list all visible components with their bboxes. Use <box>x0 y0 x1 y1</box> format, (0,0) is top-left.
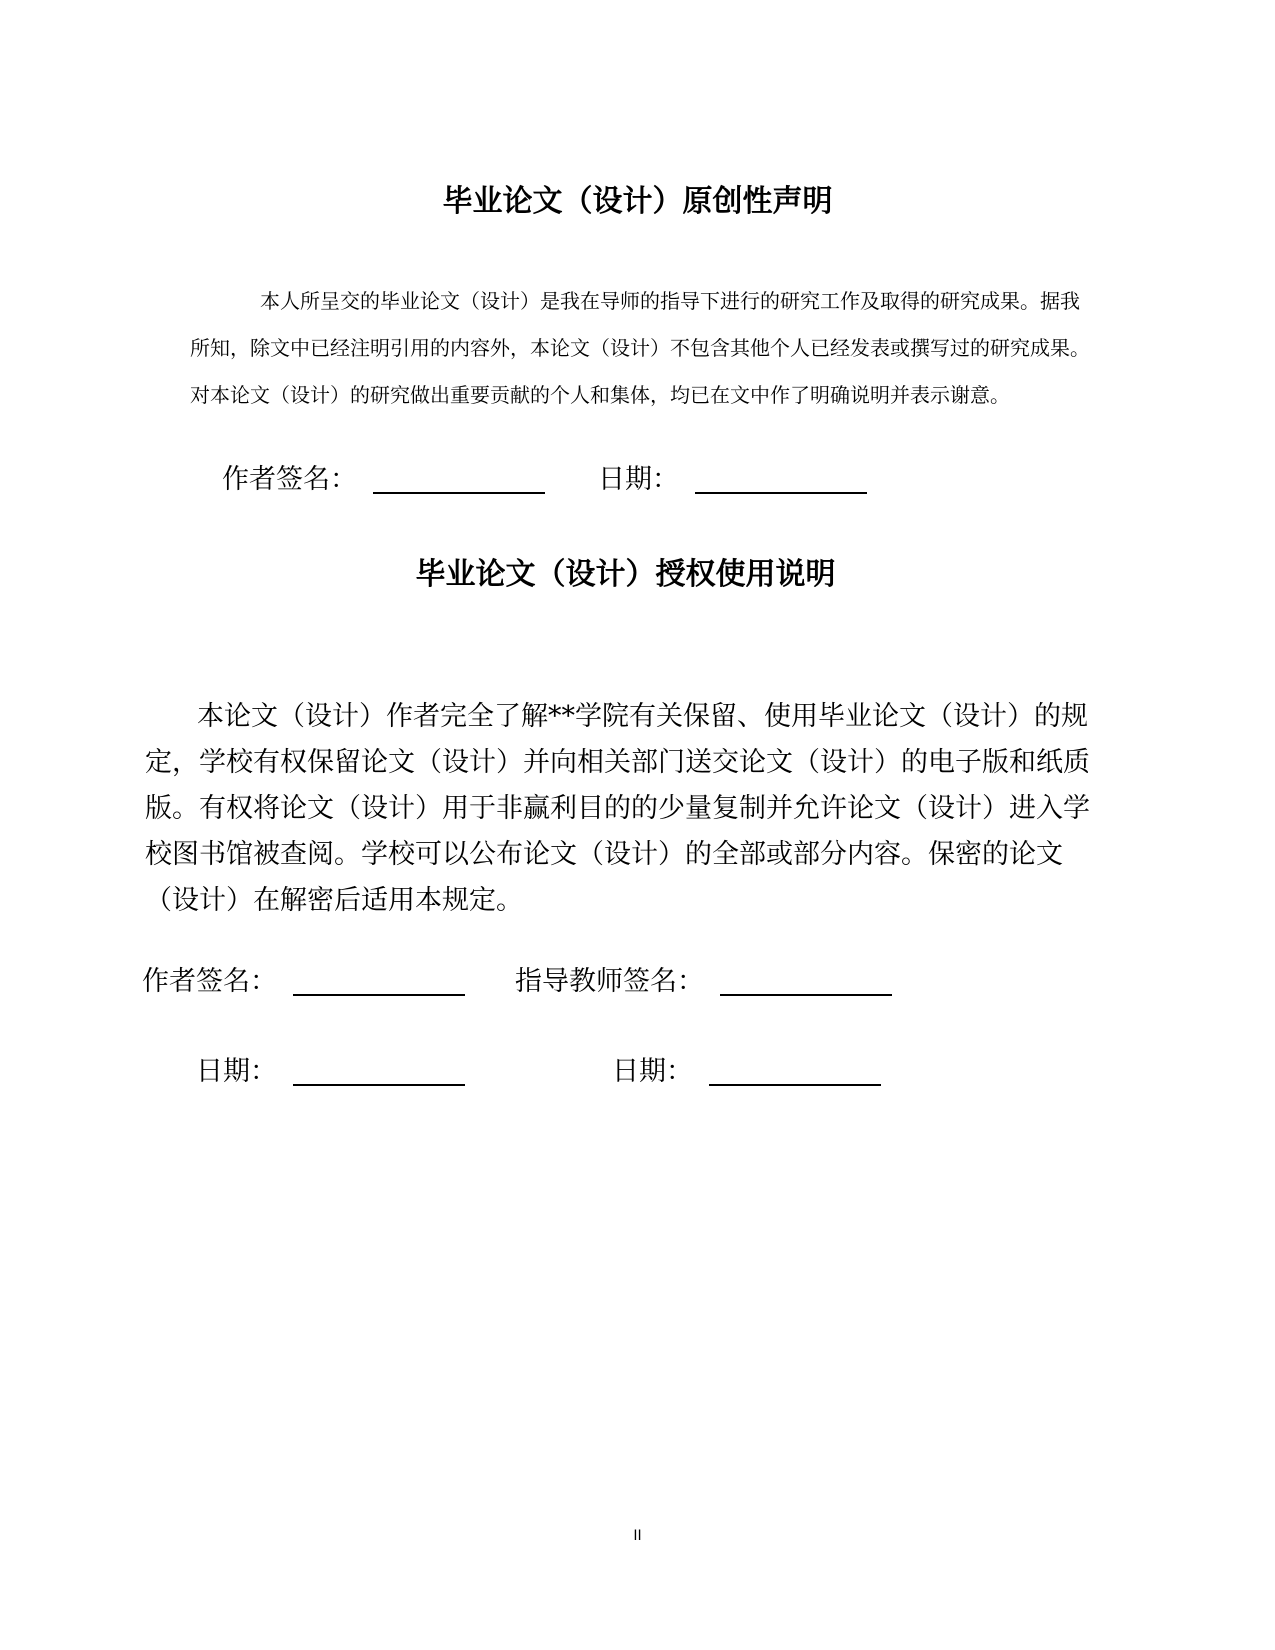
originality-statement <box>190 278 1140 419</box>
author-signature-label: 作者签名： <box>222 464 357 495</box>
date-line[interactable] <box>695 492 867 494</box>
advisor-signature-line[interactable] <box>720 994 892 996</box>
originality-title: 毕业论文（设计）原创性声明 <box>442 184 833 219</box>
originality-date <box>598 462 867 498</box>
authorization-line-2: 定，学校有权保留论文（设计）并向相关部门送交论文（设计）的电子版和纸质 <box>145 747 1090 778</box>
authorization-title: 毕业论文（设计）授权使用说明 <box>415 557 836 592</box>
authorization-advisor-signature <box>515 964 892 1000</box>
authorization-line-5: （设计）在解密后适用本规定。 <box>145 885 523 916</box>
originality-line-3: 对本论文（设计）的研究做出重要贡献的个人和集体，均已在文中作了明确说明并表示谢意。 <box>190 383 1010 407</box>
originality-author-signature <box>222 462 545 498</box>
advisor-signature-label: 指导教师签名： <box>515 966 704 997</box>
author-signature-label: 作者签名： <box>142 966 277 997</box>
authorization-line-3: 版。有权将论文（设计）用于非赢利目的的少量复制并允许论文（设计）进入学 <box>145 793 1090 824</box>
author-date-line[interactable] <box>293 1084 465 1086</box>
author-signature-line[interactable] <box>373 492 545 494</box>
authorization-statement <box>145 694 1140 924</box>
page-number: II <box>633 1528 642 1544</box>
originality-line-1: 本人所呈交的毕业论文（设计）是我在导师的指导下进行的研究工作及取得的研究成果。据我 <box>260 289 1080 313</box>
advisor-date-line[interactable] <box>709 1084 881 1086</box>
originality-line-2: 所知，除文中已经注明引用的内容外，本论文（设计）不包含其他个人已经发表或撰写过的研究成果。 <box>190 336 1090 360</box>
author-date-label: 日期： <box>196 1056 277 1087</box>
authorization-author-date <box>196 1054 465 1090</box>
authorization-advisor-date <box>612 1054 881 1090</box>
author-signature-line[interactable] <box>293 994 465 996</box>
authorization-author-signature <box>142 964 465 1000</box>
advisor-date-label: 日期： <box>612 1056 693 1087</box>
authorization-line-4: 校图书馆被查阅。学校可以公布论文（设计）的全部或部分内容。保密的论文 <box>145 839 1063 870</box>
authorization-line-1: 本论文（设计）作者完全了解**学院有关保留、使用毕业论文（设计）的规 <box>197 701 1088 732</box>
date-label: 日期： <box>598 464 679 495</box>
